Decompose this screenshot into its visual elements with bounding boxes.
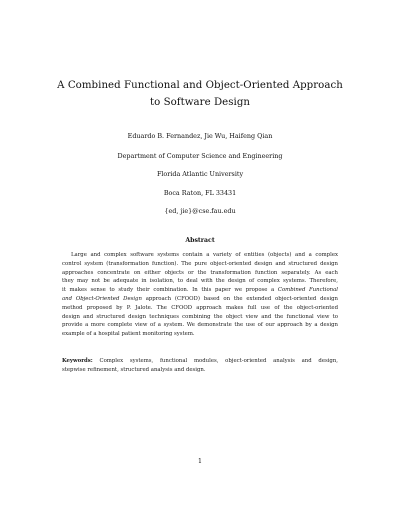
author-list: Eduardo B. Fernandez, Jie Wu, Haifeng Qian	[127, 132, 273, 140]
page-number: 1	[198, 458, 202, 465]
abstract-line: example of a hospital patient monitoring system.	[62, 331, 195, 338]
paper-title-line-2: to Software Design	[149, 97, 251, 108]
keywords-section	[62, 357, 338, 375]
method-name-emphasis: and Object-Oriented Design	[62, 295, 142, 302]
method-name-emphasis: Combined Functional	[277, 287, 338, 294]
abstract-line: provide a more complete view of a system. We demonstrate the use of our approach by a design	[62, 322, 338, 329]
abstract-body	[62, 251, 338, 339]
abstract-line: method proposed by P. Jalote. The CFOOD approach makes full use of the object-oriented	[62, 304, 338, 311]
abstract-line: design and structured design techniques combining the object view and the functional view to	[62, 313, 338, 320]
abstract-text: it makes sense to study their combination. In this paper we propose a	[62, 287, 278, 294]
paper-title-line-1: A Combined Functional and Object-Oriented Approach	[57, 80, 343, 91]
keywords-label: Keywords:	[62, 358, 93, 364]
address: Boca Raton, FL 33431	[163, 189, 237, 197]
abstract-text: approach (CFOOD) based on the extended object-oriented design	[141, 295, 338, 302]
keywords-text: Complex systems, functional modules, object-oriented analysis and design,	[92, 358, 338, 364]
abstract-line: they may not be adequate in isolation, to deal with the design of complex systems. Therefore,	[62, 278, 338, 285]
abstract-line: control system (transformation function). The pure object-oriented design and structured design	[62, 260, 338, 267]
abstract-line: approaches concentrate on either objects or the transformation function separately. As each	[62, 269, 338, 276]
keywords-line	[62, 357, 338, 366]
university: Florida Atlantic University	[156, 170, 244, 178]
keywords-line: stepwise refinement, structured analysis and design.	[62, 366, 206, 373]
abstract-line	[62, 286, 338, 295]
abstract-line: Large and complex software systems contain a variety of entities (objects) and a complex	[71, 252, 338, 258]
abstract-heading: Abstract	[185, 237, 215, 244]
department: Department of Computer Science and Engineering	[117, 152, 283, 160]
abstract-line	[62, 295, 338, 304]
email: {ed, jie}@cse.fau.edu	[164, 207, 236, 215]
